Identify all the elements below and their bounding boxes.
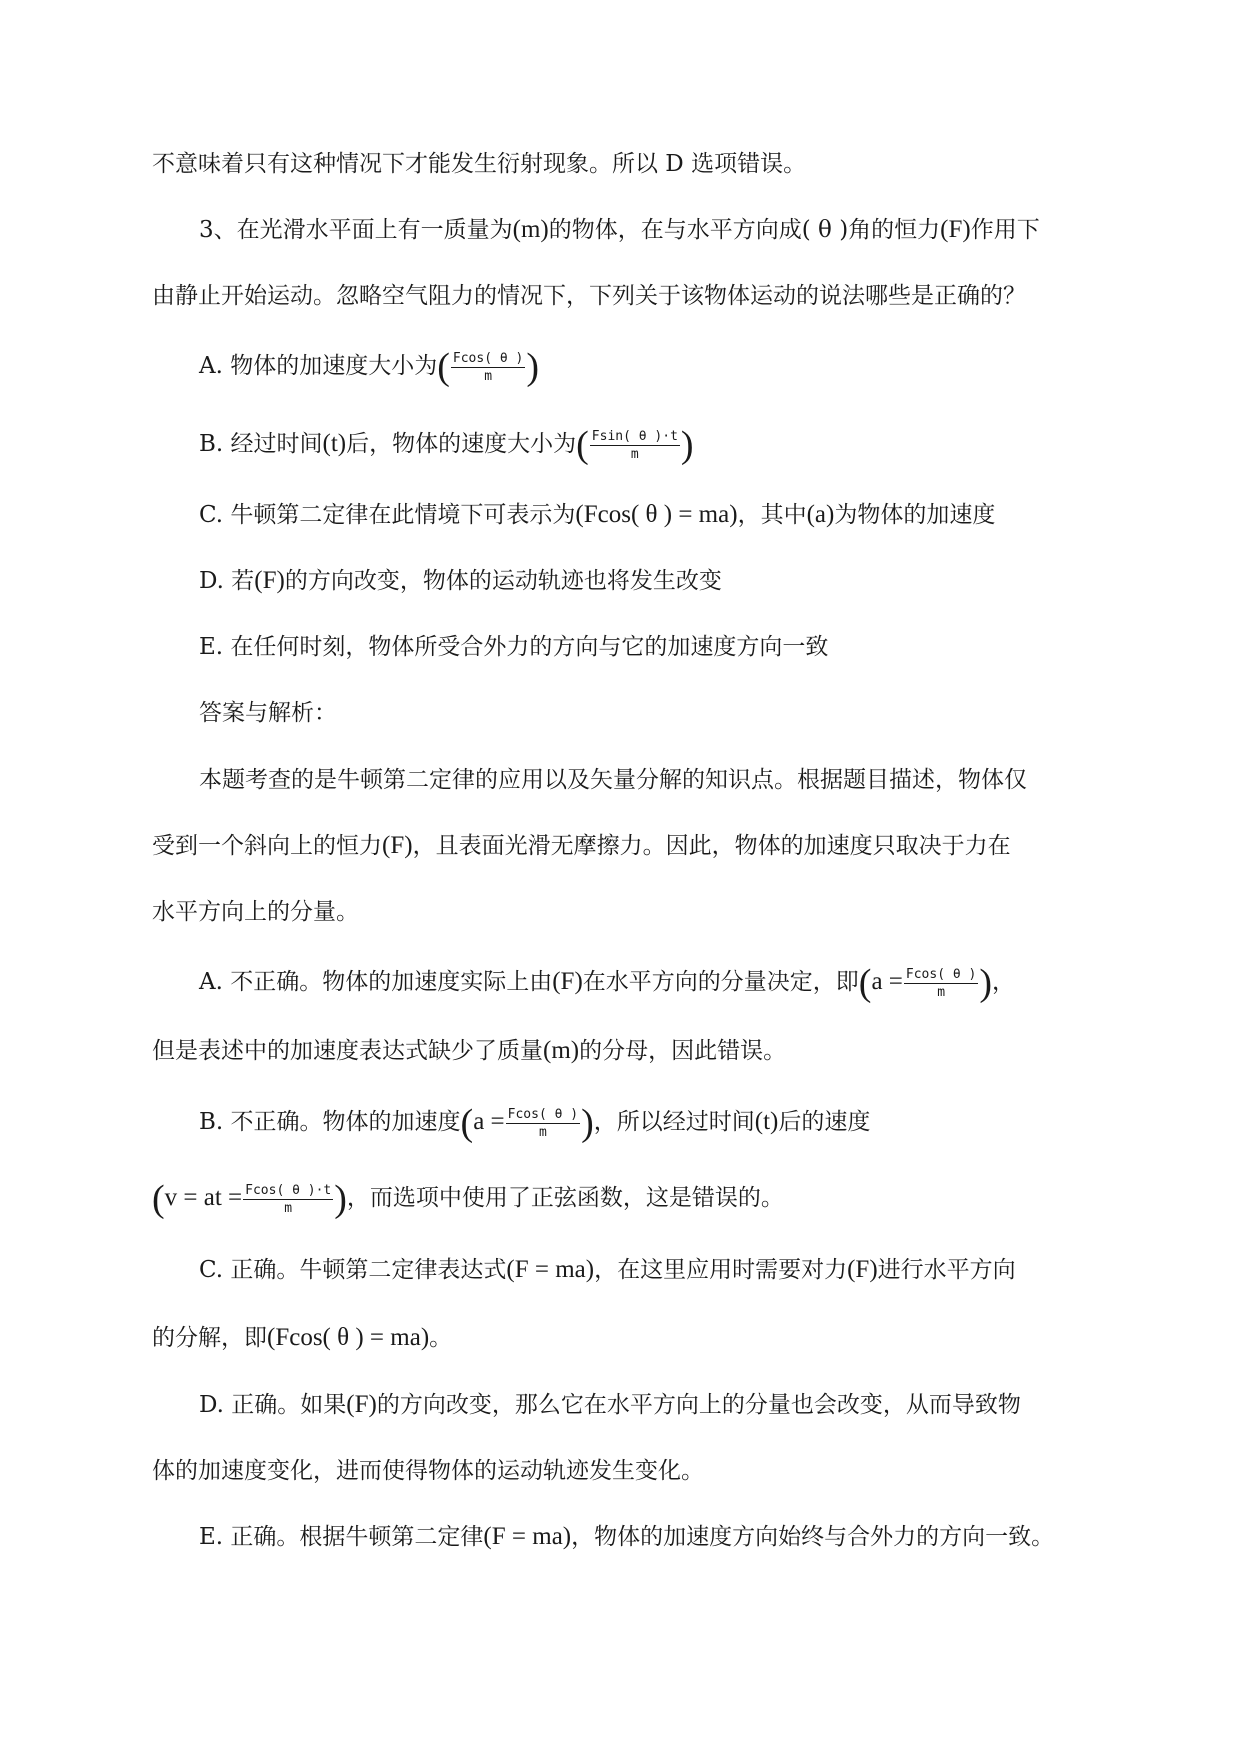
line-text: 进行水平方向: [877, 1257, 1016, 1283]
line-text: 答案与解析：: [199, 700, 337, 726]
fraction-numerator: Fcos( θ ): [905, 966, 977, 982]
solution-e: [199, 1517, 1139, 1557]
line-text: 的分母，因此错误。: [579, 1038, 787, 1064]
option-b: [199, 424, 1139, 464]
line-text: B. 经过时间: [199, 431, 323, 457]
math-paren: ): [581, 1102, 594, 1144]
math-symbol: ( θ ): [801, 217, 849, 243]
math-expression: v = at =: [164, 1184, 243, 1211]
line-text: ，所以经过时间: [593, 1109, 755, 1135]
line-text: ，在这里应用时需要对力: [594, 1257, 848, 1283]
math-expression: (Fcos( θ ) = ma): [575, 501, 738, 528]
math-paren: ): [526, 346, 539, 388]
line-text: 的物体，在与水平方向成: [548, 217, 802, 243]
fraction-denominator: m: [284, 1200, 293, 1216]
option-e: [199, 627, 1139, 667]
math-symbol: (m): [512, 216, 549, 243]
fraction: [506, 1106, 580, 1141]
math-paren: (: [576, 424, 589, 466]
line-text: 本题考查的是牛顿第二定律的应用以及矢量分解的知识点。根据题目描述，物体仅: [199, 767, 1027, 793]
math-paren: (: [460, 1102, 474, 1144]
math-paren: ): [680, 424, 694, 466]
fraction: [451, 350, 525, 385]
question-line: [199, 210, 1139, 250]
fraction-numerator: Fsin( θ )·t: [591, 428, 678, 444]
line-text: C. 正确。牛顿第二定律表达式: [199, 1257, 507, 1283]
math-paren: (: [437, 346, 450, 388]
line-text: 体的加速度变化，进而使得物体的运动轨迹发生变化。: [152, 1458, 704, 1484]
math-symbol: (m): [543, 1037, 580, 1064]
math-symbol: (t): [754, 1108, 779, 1135]
explanation-line: [199, 760, 1139, 800]
math-paren: ): [334, 1178, 347, 1220]
line-text: 但是表述中的加速度表达式缺少了质量: [152, 1038, 543, 1064]
math-expression: (Fcos( θ ) = ma): [267, 1324, 430, 1351]
math-expression: a =: [473, 1108, 505, 1135]
option-d: [199, 561, 1139, 601]
line-text: 后的速度: [778, 1109, 871, 1135]
explanation-line: [152, 892, 1092, 932]
line-text: E. 在任何时刻，物体所受合外力的方向与它的加速度方向一致: [199, 634, 829, 660]
fraction: [590, 428, 680, 463]
math-symbol: (t): [322, 430, 347, 457]
line-text: 为物体的加速度: [834, 502, 996, 528]
line-text: ，其中: [737, 502, 807, 528]
math-expression: (F = ma): [483, 1523, 572, 1550]
fraction: [243, 1182, 333, 1217]
fraction-denominator: m: [937, 984, 946, 1000]
math-symbol: (F): [254, 567, 285, 594]
line-text: 。: [429, 1325, 453, 1351]
line-text: 受到一个斜向上的恒力: [152, 833, 382, 859]
fraction-denominator: m: [630, 446, 639, 462]
math-expression: (F = ma): [506, 1256, 595, 1283]
solution-b: [199, 1102, 1139, 1142]
fraction-numerator: Fcos( θ )·t: [245, 1182, 332, 1198]
line-text: 的方向改变，物体的运动轨迹也将发生改变: [284, 568, 722, 594]
line-text: 3、在光滑水平面上有一质量为: [199, 217, 513, 243]
math-paren: (: [152, 1178, 165, 1220]
math-symbol: (F): [552, 968, 583, 995]
line-text: 的分解，即: [152, 1325, 267, 1351]
line-text: ，而选项中使用了正弦函数，这是错误的。: [346, 1185, 784, 1211]
line-text: 作用下: [970, 217, 1040, 243]
solution-d: [199, 1385, 1139, 1425]
math-symbol: (F): [346, 1391, 377, 1418]
fraction-numerator: Fcos( θ ): [507, 1106, 579, 1122]
question-line: [152, 276, 1092, 316]
math-symbol: (a): [806, 501, 835, 528]
math-paren: ): [979, 962, 993, 1004]
fraction-numerator: Fcos( θ ): [452, 350, 524, 366]
solution-a-cont: [152, 1031, 1092, 1071]
line-text: 角的恒力: [848, 217, 941, 243]
explanation-line: [152, 826, 1092, 866]
math-symbol: (F): [940, 216, 971, 243]
line-text: 由静止开始运动。忽略空气阻力的情况下，下列关于该物体运动的说法哪些是正确的？: [152, 283, 1026, 309]
line-text: C. 牛顿第二定律在此情境下可表示为: [199, 502, 576, 528]
line-text: B. 不正确。物体的加速度: [199, 1109, 461, 1135]
line-text: A. 不正确。物体的加速度实际上由: [199, 969, 553, 995]
option-c: [199, 495, 1139, 535]
fraction-denominator: m: [484, 368, 493, 384]
answer-heading: [199, 693, 1139, 733]
line-text: 不意味着只有这种情况下才能发生衍射现象。所以 D 选项错误。: [152, 151, 807, 177]
math-symbol: (F): [847, 1256, 878, 1283]
fraction: [904, 966, 978, 1001]
math-paren: (: [858, 962, 872, 1004]
line-text: 在水平方向的分量决定，即: [582, 969, 859, 995]
line-text: 水平方向上的分量。: [152, 899, 359, 925]
solution-a: [199, 962, 1139, 1002]
line-text: ，物体的加速度方向始终与合外力的方向一致。: [571, 1524, 1055, 1550]
fraction-denominator: m: [538, 1124, 547, 1140]
solution-c: [199, 1250, 1139, 1290]
solution-c-cont: [152, 1318, 1092, 1358]
line-text: ，且表面光滑无摩擦力。因此，物体的加速度只取决于力在: [412, 833, 1011, 859]
solution-d-cont: [152, 1451, 1092, 1491]
line-text: E. 正确。根据牛顿第二定律: [199, 1524, 484, 1550]
text-line: [152, 144, 1092, 184]
math-symbol: (F): [382, 832, 413, 859]
line-text: 的方向改变，那么它在水平方向上的分量也会改变，从而导致物: [376, 1392, 1021, 1418]
line-text: 后，物体的速度大小为: [346, 431, 577, 457]
line-text: D. 若: [199, 568, 255, 594]
line-text: A. 物体的加速度大小为: [199, 353, 438, 379]
line-text: ，: [992, 969, 1016, 995]
option-a: [199, 346, 1139, 386]
solution-b-cont: [152, 1178, 1092, 1218]
line-text: D. 正确。如果: [199, 1392, 347, 1418]
math-expression: a =: [871, 968, 903, 995]
